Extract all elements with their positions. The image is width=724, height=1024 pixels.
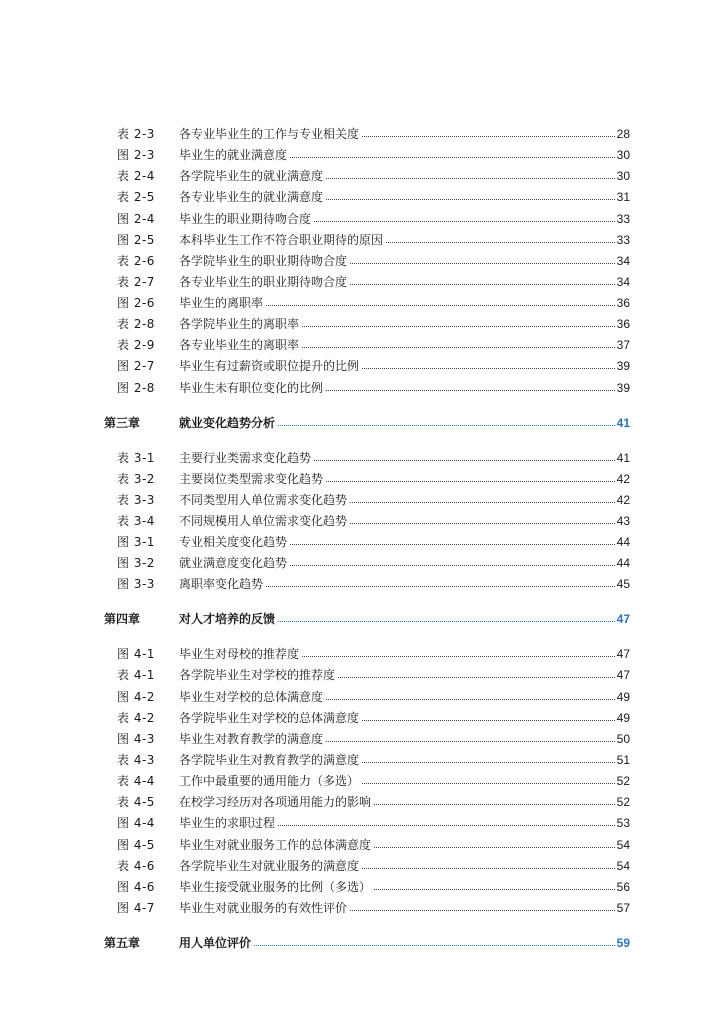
dot-leader [326, 468, 615, 482]
toc-entry-page: 28 [616, 127, 630, 141]
dot-leader [386, 229, 615, 243]
toc-entry-page: 53 [616, 816, 630, 830]
toc-entry-row[interactable] [0, 469, 724, 489]
toc-entry-row[interactable] [0, 687, 724, 707]
dot-leader [362, 123, 615, 137]
toc-chapter-row[interactable] [0, 933, 724, 953]
toc-entry-link [179, 898, 630, 918]
toc-entry-code: 表 4-6 [117, 859, 155, 873]
toc-entry-link [179, 609, 630, 629]
dot-leader [278, 412, 615, 426]
toc-entry-row[interactable] [0, 356, 724, 376]
toc-entry-page: 47 [616, 647, 630, 661]
toc-entry-title: 毕业生对就业服务的有效性评价 [179, 901, 348, 915]
toc-entry-row[interactable] [0, 708, 724, 728]
dot-leader [350, 250, 615, 264]
toc-entry-code: 表 2-6 [117, 254, 155, 268]
toc-entry-code: 表 4-4 [117, 774, 155, 788]
dot-leader [362, 749, 615, 763]
toc-entry-title: 就业满意度变化趋势 [179, 556, 288, 570]
toc-entry-row[interactable] [0, 856, 724, 876]
dot-leader [374, 791, 615, 805]
dot-leader [302, 334, 615, 348]
toc-entry-title: 各专业毕业生的就业满意度 [179, 190, 324, 204]
toc-entry-link [179, 272, 630, 292]
toc-entry-title: 主要岗位类型需求变化趋势 [179, 472, 324, 486]
toc-entry-link [179, 448, 630, 468]
toc-entry-title: 毕业生对就业服务工作的总体满意度 [179, 838, 372, 852]
toc-entry-code: 表 4-5 [117, 795, 155, 809]
toc-entry-link [179, 293, 630, 313]
toc-entry-link [179, 553, 630, 573]
toc-entry-title: 工作中最重要的通用能力（多选） [179, 774, 360, 788]
toc-entry-link [179, 335, 630, 355]
toc-entry-title: 各专业毕业生的职业期待吻合度 [179, 275, 348, 289]
toc-entry-code: 表 4-1 [117, 668, 155, 682]
toc-entry-page: 42 [616, 493, 630, 507]
toc-entry-row[interactable] [0, 511, 724, 531]
toc-entry-code: 表 2-5 [117, 190, 155, 204]
toc-entry-row[interactable] [0, 272, 724, 292]
toc-entry-page: 52 [616, 795, 630, 809]
toc-entry-code: 图 2-3 [117, 148, 155, 162]
toc-entry-page: 54 [616, 838, 630, 852]
dot-leader [326, 165, 615, 179]
toc-entry-row[interactable] [0, 644, 724, 664]
toc-entry-code: 图 4-7 [117, 901, 155, 915]
dot-leader [278, 812, 615, 826]
toc-entry-title: 各学院毕业生的职业期待吻合度 [179, 254, 348, 268]
toc-entry-title: 离职率变化趋势 [179, 577, 264, 591]
toc-entry-title: 在校学习经历对各项通用能力的影响 [179, 795, 372, 809]
toc-entry-title: 各学院毕业生对学校的总体满意度 [179, 711, 360, 725]
toc-entry-page: 59 [616, 936, 630, 950]
toc-entry-page: 49 [616, 690, 630, 704]
toc-entry-row[interactable] [0, 574, 724, 594]
toc-entry-page: 47 [616, 668, 630, 682]
dot-leader [350, 510, 615, 524]
toc-entry-code: 表 2-4 [117, 169, 155, 183]
toc-entry-code: 图 4-6 [117, 880, 155, 894]
toc-entry-title: 毕业生对母校的推荐度 [179, 647, 300, 661]
toc-entry-title: 毕业生的离职率 [179, 296, 264, 310]
toc-entry-row[interactable] [0, 230, 724, 250]
dot-leader [266, 573, 615, 587]
toc-entry-page: 41 [616, 451, 630, 465]
dot-leader [362, 355, 615, 369]
toc-entry-page: 57 [616, 901, 630, 915]
toc-entry-page: 52 [616, 774, 630, 788]
toc-entry-code: 第四章 [104, 612, 141, 626]
toc-entry-page: 43 [616, 514, 630, 528]
toc-entry-page: 34 [616, 275, 630, 289]
toc-entry-page: 37 [616, 338, 630, 352]
dot-leader [290, 531, 615, 545]
toc-entry-title: 不同类型用人单位需求变化趋势 [179, 493, 348, 507]
toc-entry-page: 45 [616, 577, 630, 591]
toc-entry-page: 39 [616, 359, 630, 373]
toc-entry-row[interactable] [0, 553, 724, 573]
toc-entry-row[interactable] [0, 750, 724, 770]
toc-entry-row[interactable] [0, 335, 724, 355]
toc-entry-link [179, 124, 630, 144]
toc-entry-row[interactable] [0, 251, 724, 271]
toc-entry-page: 54 [616, 859, 630, 873]
toc-entry-link [179, 644, 630, 664]
toc-entry-code: 表 2-7 [117, 275, 155, 289]
toc-entry-page: 33 [616, 233, 630, 247]
toc-entry-link [179, 574, 630, 594]
toc-entry-row[interactable] [0, 835, 724, 855]
toc-entry-link [179, 490, 630, 510]
dot-leader [326, 728, 615, 742]
toc-entry-link [179, 750, 630, 770]
toc-entry-title: 毕业生的求职过程 [179, 816, 276, 830]
toc-entry-link [179, 813, 630, 833]
toc-entry-link [179, 209, 630, 229]
dot-leader [266, 292, 615, 306]
toc-entry-page: 49 [616, 711, 630, 725]
toc-entry-page: 50 [616, 732, 630, 746]
toc-entry-title: 毕业生的就业满意度 [179, 148, 288, 162]
toc-entry-page: 31 [616, 190, 630, 204]
toc-entry-link [179, 511, 630, 531]
toc-entry-page: 44 [616, 556, 630, 570]
dot-leader [362, 770, 615, 784]
toc-entry-title: 毕业生接受就业服务的比例（多选） [179, 880, 372, 894]
toc-entry-page: 34 [616, 254, 630, 268]
toc-entry-code: 第五章 [104, 936, 141, 950]
toc-entry-title: 就业变化趋势分析 [179, 416, 276, 430]
toc-entry-link [179, 378, 630, 398]
toc-entry-code: 表 3-3 [117, 493, 155, 507]
toc-entry-link [179, 933, 630, 953]
toc-entry-code: 表 2-8 [117, 317, 155, 331]
toc-entry-row[interactable] [0, 532, 724, 552]
toc-entry-code: 表 4-3 [117, 753, 155, 767]
toc-entry-title: 主要行业类需求变化趋势 [179, 451, 312, 465]
toc-entry-link [179, 356, 630, 376]
toc-entry-title: 各专业毕业生的工作与专业相关度 [179, 127, 360, 141]
toc-entry-code: 图 4-5 [117, 838, 155, 852]
toc-entry-page: 36 [616, 317, 630, 331]
toc-entry-page: 42 [616, 472, 630, 486]
toc-entry-link [179, 792, 630, 812]
toc-entry-code: 图 2-8 [117, 381, 155, 395]
toc-entry-code: 图 2-7 [117, 359, 155, 373]
toc-entry-code: 图 3-3 [117, 577, 155, 591]
toc-entry-row[interactable] [0, 665, 724, 685]
toc-entry-page: 41 [616, 416, 630, 430]
toc-entry-row[interactable] [0, 792, 724, 812]
toc-entry-row[interactable] [0, 166, 724, 186]
toc-entry-row[interactable] [0, 898, 724, 918]
toc-entry-link [179, 251, 630, 271]
toc-entry-title: 各学院毕业生对就业服务的满意度 [179, 859, 360, 873]
toc-entry-row[interactable] [0, 448, 724, 468]
toc-chapter-row[interactable] [0, 413, 724, 433]
toc-entry-row[interactable] [0, 729, 724, 749]
toc-entry-code: 图 2-6 [117, 296, 155, 310]
toc-entry-link [179, 413, 630, 433]
dot-leader [290, 144, 615, 158]
toc-entry-link [179, 729, 630, 749]
toc-entry-code: 第三章 [104, 416, 141, 430]
dot-leader [338, 664, 615, 678]
toc-entry-link [179, 856, 630, 876]
toc-entry-code: 表 3-4 [117, 514, 155, 528]
toc-entry-title: 毕业生的职业期待吻合度 [179, 212, 312, 226]
toc-entry-title: 毕业生有过薪资或职位提升的比例 [179, 359, 360, 373]
toc-entry-title: 用人单位评价 [179, 936, 252, 950]
toc-entry-row[interactable] [0, 187, 724, 207]
toc-entry-row[interactable] [0, 124, 724, 144]
toc-entry-page: 51 [616, 753, 630, 767]
toc-entry-link [179, 665, 630, 685]
toc-entry-row[interactable] [0, 293, 724, 313]
dot-leader [362, 855, 615, 869]
dot-leader [350, 489, 615, 503]
toc-entry-code: 表 4-2 [117, 711, 155, 725]
toc-entry-row[interactable] [0, 877, 724, 897]
toc-entry-page: 47 [616, 612, 630, 626]
dot-leader [302, 643, 615, 657]
toc-entry-row[interactable] [0, 145, 724, 165]
toc-entry-code: 表 3-1 [117, 451, 155, 465]
dot-leader [278, 608, 615, 622]
toc-entry-code: 图 2-4 [117, 212, 155, 226]
toc-entry-code: 图 4-3 [117, 732, 155, 746]
toc-entry-title: 本科毕业生工作不符合职业期待的原因 [179, 233, 384, 247]
toc-entry-page: 56 [616, 880, 630, 894]
toc-entry-link [179, 708, 630, 728]
toc-entry-link [179, 187, 630, 207]
toc-entry-row[interactable] [0, 813, 724, 833]
dot-leader [374, 834, 615, 848]
toc-entry-code: 图 4-1 [117, 647, 155, 661]
dot-leader [254, 932, 615, 946]
toc-entry-title: 毕业生对教育教学的满意度 [179, 732, 324, 746]
toc-entry-code: 图 4-2 [117, 690, 155, 704]
dot-leader [314, 447, 615, 461]
toc-entry-row[interactable] [0, 771, 724, 791]
toc-entry-link [179, 314, 630, 334]
dot-leader [290, 552, 615, 566]
toc-entry-link [179, 532, 630, 552]
toc-entry-row[interactable] [0, 314, 724, 334]
dot-leader [302, 313, 615, 327]
toc-entry-code: 图 4-4 [117, 816, 155, 830]
toc-entry-page: 30 [616, 169, 630, 183]
toc-entry-row[interactable] [0, 209, 724, 229]
dot-leader [314, 208, 615, 222]
toc-entry-title: 对人才培养的反馈 [179, 612, 276, 626]
toc-entry-link [179, 835, 630, 855]
toc-entry-row[interactable] [0, 378, 724, 398]
toc-entry-code: 表 2-9 [117, 338, 155, 352]
toc-entry-code: 图 2-5 [117, 233, 155, 247]
toc-entry-link [179, 230, 630, 250]
toc-entry-code: 表 2-3 [117, 127, 155, 141]
toc-entry-row[interactable] [0, 490, 724, 510]
toc-entry-title: 各学院毕业生的离职率 [179, 317, 300, 331]
toc-entry-title: 不同规模用人单位需求变化趋势 [179, 514, 348, 528]
toc-entry-code: 图 3-2 [117, 556, 155, 570]
dot-leader [326, 186, 615, 200]
toc-entry-title: 各学院毕业生对教育教学的满意度 [179, 753, 360, 767]
dot-leader [350, 897, 615, 911]
toc-entry-title: 各学院毕业生的就业满意度 [179, 169, 324, 183]
toc-entry-link [179, 166, 630, 186]
toc-entry-page: 44 [616, 535, 630, 549]
toc-entry-title: 毕业生未有职位变化的比例 [179, 381, 324, 395]
toc-entry-link [179, 771, 630, 791]
toc-entry-link [179, 469, 630, 489]
toc-entry-page: 36 [616, 296, 630, 310]
dot-leader [374, 876, 615, 890]
toc-entry-link [179, 877, 630, 897]
toc-entry-title: 各学院毕业生对学校的推荐度 [179, 668, 336, 682]
dot-leader [326, 686, 615, 700]
toc-entry-title: 各专业毕业生的离职率 [179, 338, 300, 352]
toc-entry-link [179, 145, 630, 165]
toc-entry-page: 33 [616, 212, 630, 226]
toc-entry-title: 专业相关度变化趋势 [179, 535, 288, 549]
toc-entry-link [179, 687, 630, 707]
dot-leader [362, 707, 615, 721]
toc-entry-page: 39 [616, 381, 630, 395]
toc-entry-code: 图 3-1 [117, 535, 155, 549]
toc-chapter-row[interactable] [0, 609, 724, 629]
toc-entry-code: 表 3-2 [117, 472, 155, 486]
dot-leader [350, 271, 615, 285]
dot-leader [326, 377, 615, 391]
toc-entry-page: 30 [616, 148, 630, 162]
toc-entry-title: 毕业生对学校的总体满意度 [179, 690, 324, 704]
